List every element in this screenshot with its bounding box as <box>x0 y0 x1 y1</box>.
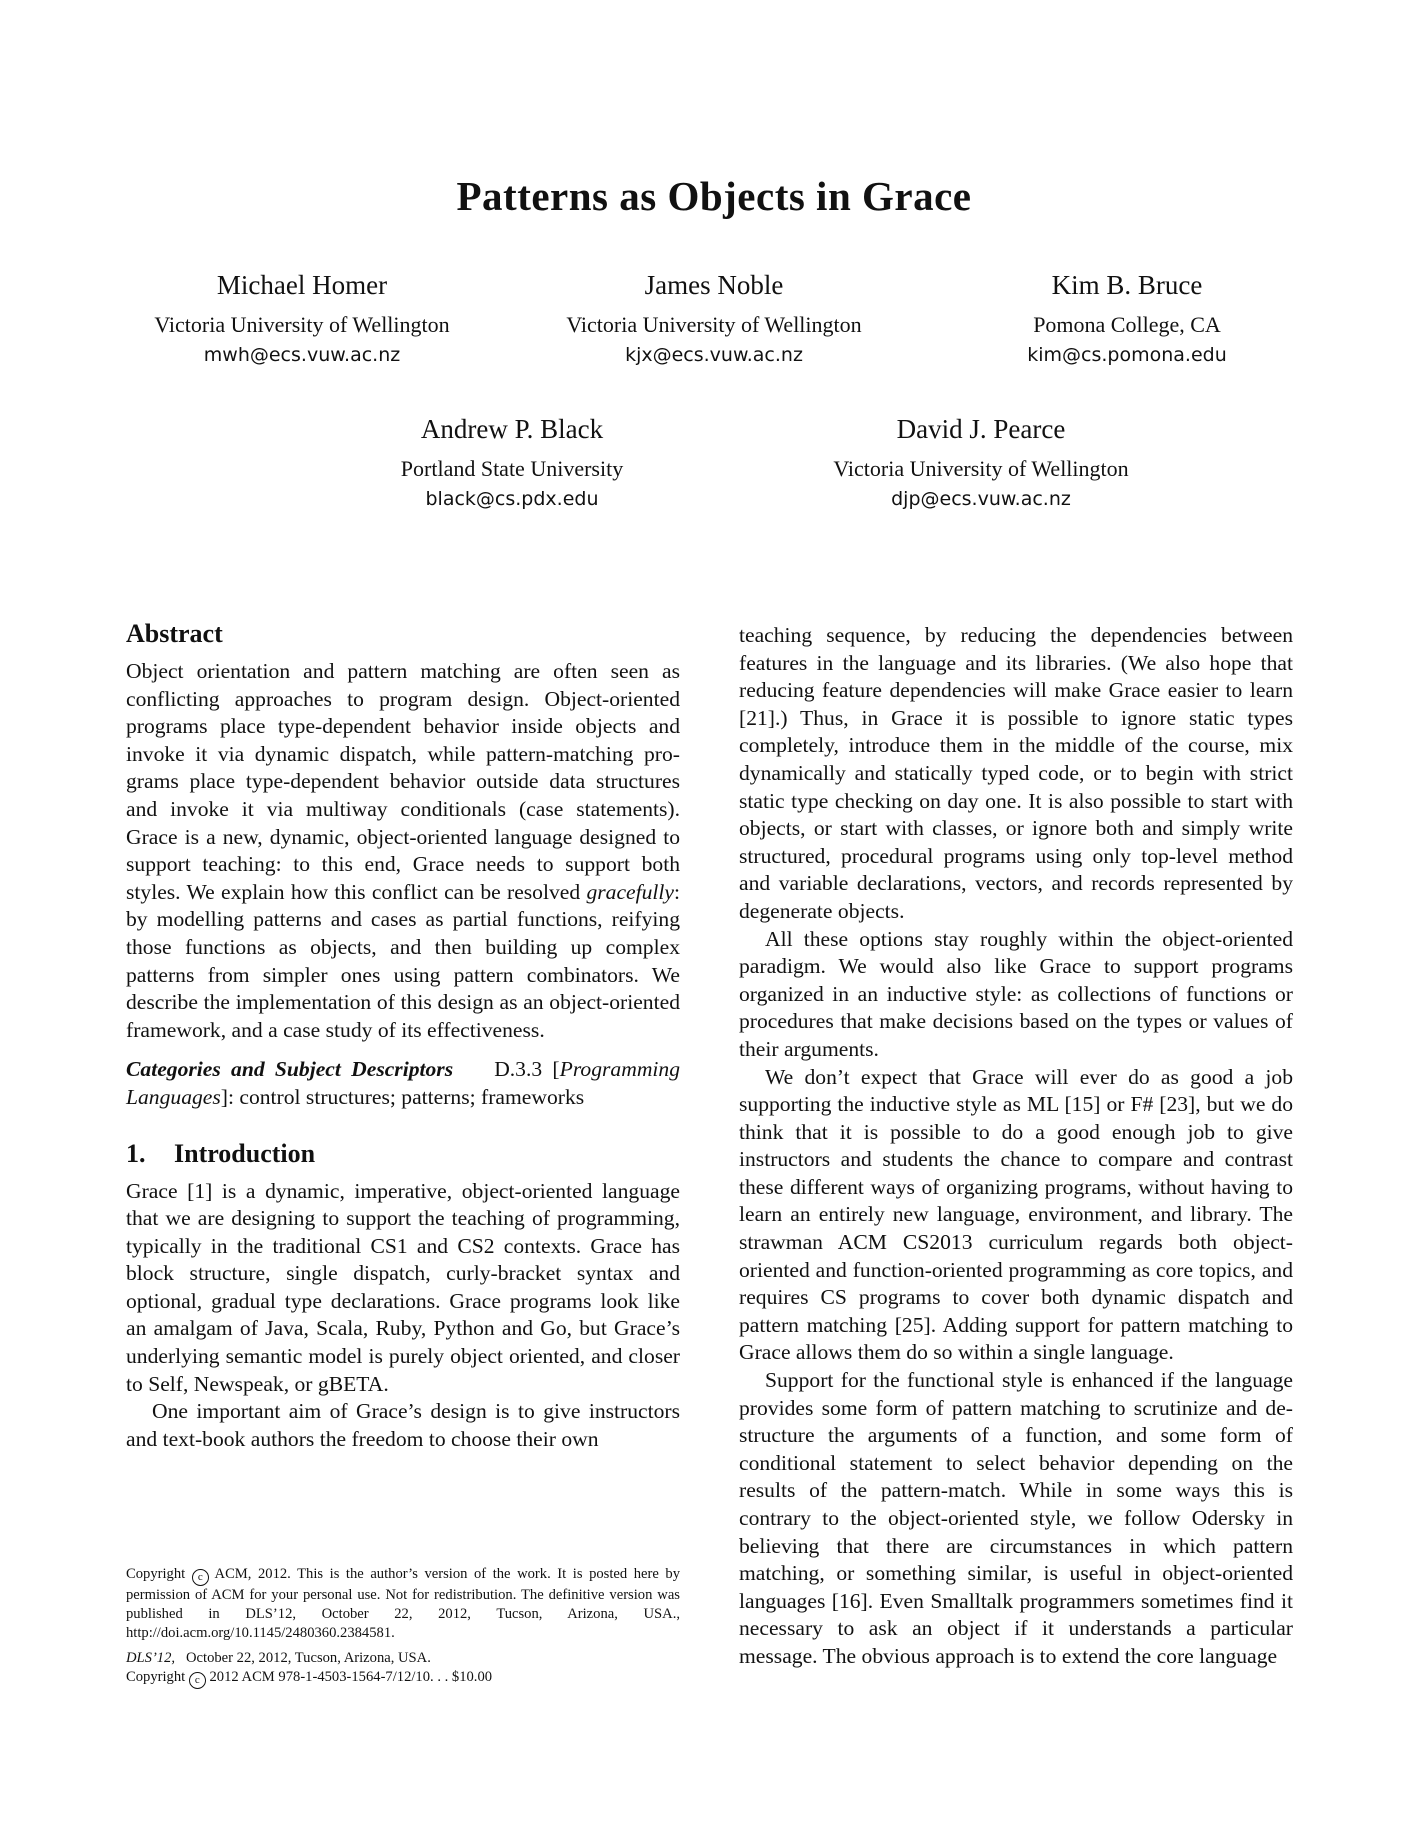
author-email: kim@cs.pomona.edu <box>1027 344 1227 366</box>
right-column <box>739 622 1293 1671</box>
author-name: James Noble <box>644 270 784 300</box>
author-affiliation: Victoria University of Wellington <box>566 312 862 337</box>
body-paragraph: All these options stay roughly within the object-oriented paradigm. We would also like Grace to support programs organized in an inductive style: as collections of functions or procedures that make decisions based on the types or values of their arguments. <box>739 926 1293 1061</box>
author-block <box>761 412 1201 514</box>
author-name: Michael Homer <box>216 270 388 300</box>
author-email: djp@ecs.vuw.ac.nz <box>891 488 1071 510</box>
author-email: mwh@ecs.vuw.ac.nz <box>203 344 401 366</box>
abstract-text: Object orientation and pattern matching are often seen as conflicting approaches to program design. Object-oriented programs place type-dependent behavior inside objects and invoke it via dynamic dispatch, while pattern-matching programs place type-dependent behavior outside data structures and invoke it via multiway conditionals (case statements). Grace is a new, dynamic, object-oriented language designed to support teaching: to this end, Grace needs to support both styles. We explain how this conflict can be resolved gracefully: by modelling patterns and cases as partial functions, reifying those functions as objects, and then building up complex patterns from simpler ones using pattern combinators. We describe the implementation of this design as an object-oriented framework, and a case study of its effectiveness. <box>126 659 680 1042</box>
categories-descriptors: Categories and Subject Descriptors D.3.3 [Programming Languages]: control structures; patterns; frameworks <box>126 1057 681 1109</box>
author-block <box>907 268 1347 370</box>
body-paragraph: teaching sequence, by reducing the dependencies between features in the language and its libraries. (We also hope that reducing feature dependencies will make Grace easier to learn [21].) Thus, in Grace it is possible to ignore static types completely, introduce them in the middle of the course, mix dynamically and statically typed code, or to begin with strict static type checking on day one. It is also possible to start with objects, or start with classes, or ignore both and simply write structured, procedural programs using only top-level method and variable declarations, vectors, and records represented by degenerate objects. <box>739 623 1293 923</box>
author-name: Kim B. Bruce <box>1051 270 1203 300</box>
copyright-symbol: c <box>192 1569 209 1586</box>
left-column <box>126 618 680 1453</box>
author-email: kjx@ecs.vuw.ac.nz <box>625 344 803 366</box>
author-name: Andrew P. Black <box>420 414 604 444</box>
author-affiliation: Pomona College, CA <box>1033 312 1221 337</box>
author-email: black@cs.pdx.edu <box>425 488 599 510</box>
paper-title: Patterns as Objects in Grace <box>456 173 972 219</box>
conference-info: DLS’12, October 22, 2012, Tucson, Arizona, USA. <box>126 1650 431 1666</box>
author-affiliation: Portland State University <box>400 456 624 481</box>
body-paragraph: Support for the functional style is enhanced if the language provides some form of pattern matching to scrutinize and de-structure the arguments of a function, and some form of conditional statement to select behavior depending on the results of the pattern-match. While in some ways this is contrary to the object-oriented style, we follow Odersky in believing that there are circumstances in which pattern matching, or something similar, is useful in object-oriented languages [16]. Even Smalltalk programmers sometimes find it necessary to ask an object if it understands a particular message. The obvious approach is to extend the core language <box>739 1368 1293 1668</box>
author-affiliation: Victoria University of Wellington <box>833 456 1129 481</box>
body-paragraph: We don’t expect that Grace will ever do as good a job supporting the inductive style as ML [15] or F# [23], but we do think that it is possible to do a good enough job to give instructors and students the chance to compare and contrast these different ways of organizing programs, without having to learn an entirely new language, environment, and library. The strawman ACM CS2013 curriculum regards both object-oriented and function-oriented programming as core topics, and requires CS programs to cover both dynamic dispatch and pattern matching [25]. Adding support for pattern matching to Grace allows them do so within a single language. <box>739 1064 1293 1365</box>
intro-paragraph: Grace [1] is a dynamic, imperative, object-oriented language that we are designing to support the teaching of programming, typically in the traditional CS1 and CS2 contexts. Grace has block structure, single dispatch, curly-bracket syntax and optional, gradual type declarations. Grace programs look like an amalgam of Java, Scala, Ruby, Python and Go, but Grace’s underlying semantic model is purely object oriented, and closer to Self, Newspeak, or gBETA. <box>126 1178 680 1396</box>
abstract-heading: Abstract <box>126 619 223 648</box>
author-block <box>82 268 522 370</box>
author-block <box>292 412 732 514</box>
copyright-footnote <box>126 1565 680 1689</box>
author-affiliation: Victoria University of Wellington <box>154 312 450 337</box>
author-name: David J. Pearce <box>896 414 1066 444</box>
copyright-line: Copyright c 2012 ACM 978-1-4503-1564-7/12/10. . . $10.00 <box>126 1668 680 1689</box>
section-heading-introduction: 1. Introduction <box>126 1138 316 1168</box>
copyright-symbol: c <box>189 1672 206 1689</box>
intro-paragraph: One important aim of Grace’s design is to give instructors and text-book authors the freedom to choose their own <box>126 1399 680 1451</box>
author-block <box>494 268 934 370</box>
copyright-notice: Copyright c ACM, 2012. This is the author’s version of the work. It is posted here by permission of ACM for your personal use. Not for redistribution. The definitive version was published in DLS’12, October 22, 2012, Tucson, Arizona, USA., http://doi.acm.org/10.1145/2480360.2384581. <box>126 1566 680 1641</box>
